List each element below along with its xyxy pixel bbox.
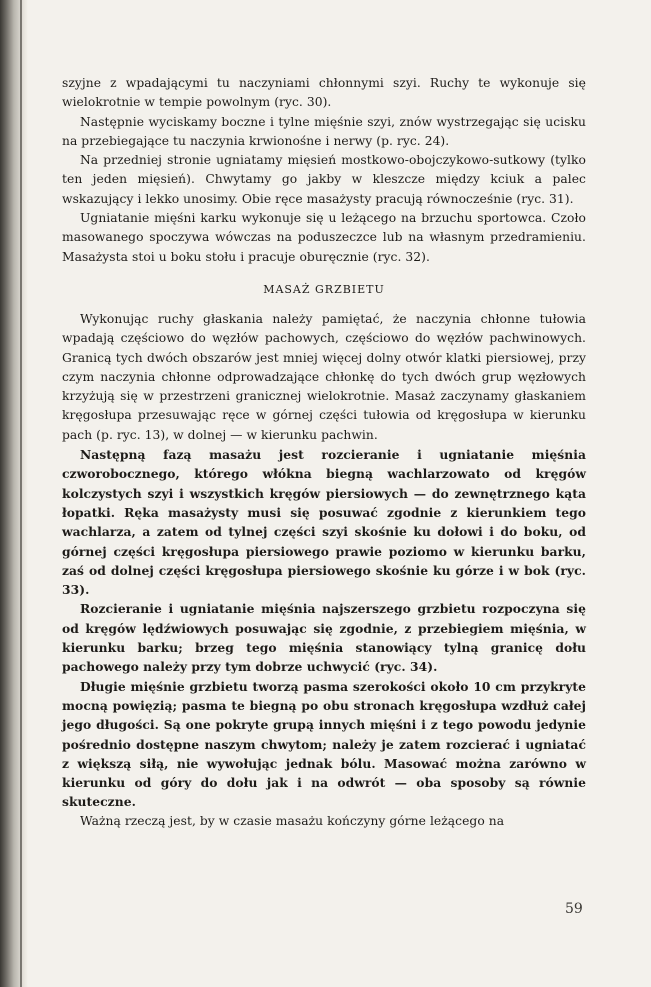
- binding-edge: [20, 0, 22, 987]
- page-number: 59: [565, 901, 583, 917]
- paragraph-neck-squeeze: Następnie wyciskamy boczne i tylne mięśnie szyi, znów wystrzegając się ucisku na przebiegające tu naczynia krwionośne i nerwy (p. ryc. 24).: [62, 114, 586, 148]
- page-body: [62, 74, 586, 831]
- paragraph-nape-kneading: Ugniatanie mięśni karku wykonuje się u leżącego na brzuchu sportowca. Czoło masowanego spoczywa wówczas na poduszeczce lub na własnym przedramieniu. Masażysta stoi u boku stołu i pracuje oburęcznie (ryc. 32).: [62, 211, 586, 264]
- section-heading: MASAŻ GRZBIETU: [263, 282, 385, 296]
- binding-shadow: [0, 0, 28, 987]
- paragraph-latissimus: Rozcieranie i ugniatanie mięśnia najszerszego grzbietu rozpoczyna się od kręgów lędźwiowych posuwając się zgodnie, z przebiegiem mięśnia, w kierunku barku; brzeg tego mięśnia stanowiący tylną granicę dołu pachowego należy przy tym dobrze uchwycić (ryc. 34).: [62, 601, 586, 675]
- paragraph-sternocleidomastoid: Na przedniej stronie ugniatamy mięsień mostkowo-obojczykowo-sutkowy (tylko ten jeden mięsień). Chwytamy go jakby w kleszcze między kciuk a palec wskazujący i lekko unosimy. Obie ręce masażysty pracują równocześnie (ryc. 31).: [62, 153, 586, 206]
- paragraph-long-back-muscles: Długie mięśnie grzbietu tworzą pasma szerokości około 10 cm przykryte mocną powięzią; pasma te biegną po obu stronach kręgosłupa wzdłuż całej jego długości. Są one pokryte grupą innych mięśni i z tego powodu jedynie pośrednio dostępne naszym chwytom; należy je zatem rozcierać i ugniatać z większą siłą, nie wywołując jednak bólu. Masować można zarówno w kierunku od góry do dołu jak i na odwrót — oba sposoby są równie skuteczne.: [62, 678, 586, 810]
- paragraph-trapezius: Następną fazą masażu jest rozcieranie i ugniatanie mięśnia czworobocznego, którego włókna biegną wachlarzowato od kręgów kolczystych szyi i wszystkich kręgów piersiowych — do zewnętrznego kąta łopatki. Ręka masażysty musi się posuwać zgodnie z kierunkiem tego wachlarza, a zatem od tylnej części szyi skośnie ku dołowi i do boku, od górnej części kręgosłupa piersiowego prawie poziomo w kierunku barku, zaś od dolnej części kręgosłupa piersiowego skośnie ku górze i w bok (ryc. 33).: [62, 447, 586, 598]
- paragraph-arms-position: Ważną rzeczą jest, by w czasie masażu kończyny górne leżącego na: [80, 813, 505, 828]
- paragraph-back-stroking: Wykonując ruchy głaskania należy pamiętać, że naczynia chłonne tułowia wpadają częściowo do węzłów pachowych, częściowo do węzłów pachwinowych. Granicą tych dwóch obszarów jest mniej więcej dolny otwór klatki piersiowej, przy czym naczynia chłonne odprowadzające chłonkę do tych dwóch grup węzłowych krzyżują się w przestrzeni granicznej wielokrotnie. Masaż zaczynamy głaskaniem kręgosłupa przesuwając ręce w górnej części tułowia od kręgosłupa w kierunku pach (p. ryc. 13), w dolnej — w kierunku pachwin.: [62, 311, 586, 442]
- paragraph-neck-lymph: szyjne z wpadającymi tu naczyniami chłonnymi szyi. Ruchy te wykonuje się wielokrotnie w tempie powolnym (ryc. 30).: [62, 76, 586, 110]
